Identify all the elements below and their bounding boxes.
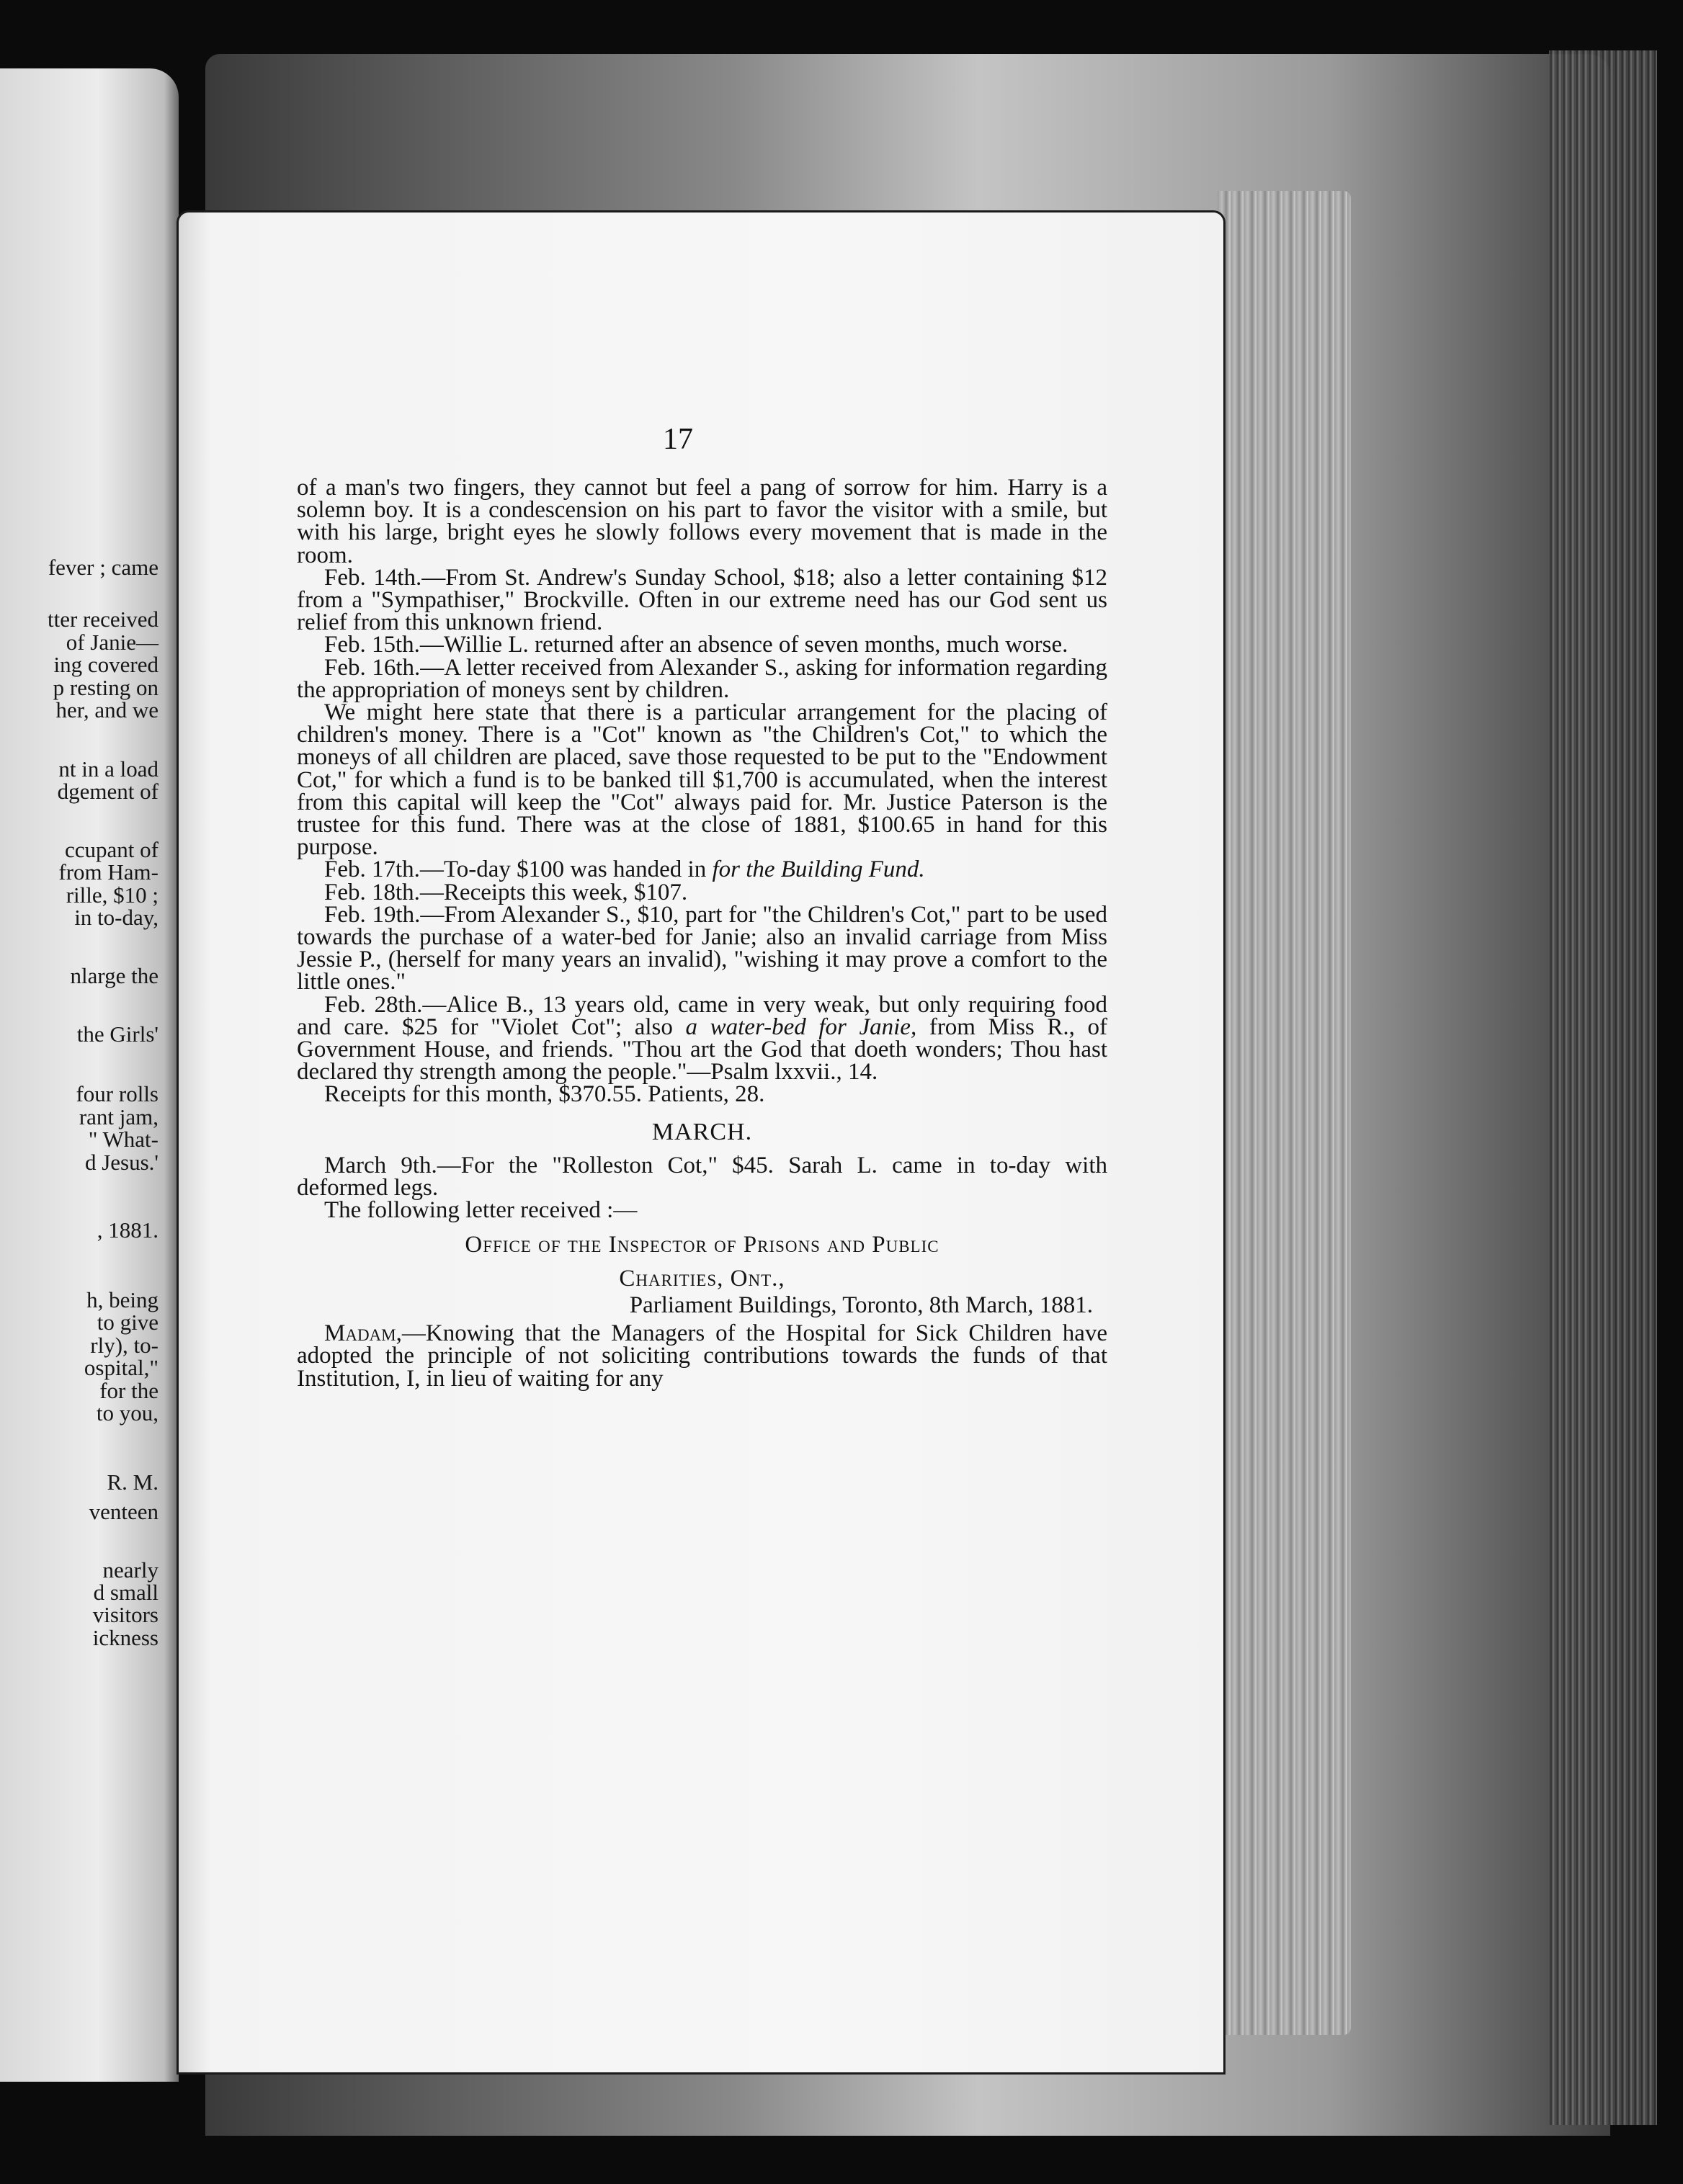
left-page-line: of Janie— [66, 630, 159, 655]
section-heading-march: MARCH. [651, 1118, 753, 1145]
left-page-line: ing covered [53, 652, 159, 677]
paragraph-feb-16: Feb. 16th.—A letter received from Alexander S., asking for information regarding the appropriation of moneys sent by children. [297, 654, 1107, 703]
left-page-line: rille, $10 ; [66, 882, 159, 908]
letter-body-text: —Knowing that the Managers of the Hospital for Sick Children have adopted the principle of not soliciting contributions towards the funds of that Institution, I, in lieu of waiting for any [297, 1320, 1107, 1392]
left-page-line: dgement of [57, 779, 159, 804]
left-page-line: in to-day, [74, 905, 159, 930]
paragraph-feb-17 [297, 856, 1107, 883]
page-number: 17 [663, 423, 693, 456]
paragraph-receipts: Receipts for this month, $370.55. Patients, 28. [324, 1081, 765, 1108]
left-page-line: for the [99, 1378, 159, 1403]
left-page-line: fever ; came [48, 555, 159, 580]
paragraph-arrangement: We might here state that there is a particular arrangement for the placing of children's money. There is a "Cot" known as "the Children's Cot," to which the moneys of all children are placed, save those requested to be put to the "Endowment Cot," for which a fund is to be banked till $1,700 is accumulated, when the interest from this capital will keep the "Cot" always paid for. Mr. Justice Paterson is the trustee for this fund. There was at the close of 1881, $100.65 in hand for this purpose. [297, 699, 1107, 861]
paragraph-feb-28 [297, 991, 1107, 1086]
left-page-line: tter received [47, 607, 159, 632]
left-page-line: , 1881. [97, 1217, 159, 1243]
paragraph-march-9: March 9th.—For the "Rolleston Cot," $45. Sarah L. came in to-day with deformed legs. [297, 1152, 1107, 1201]
letter-dateline: Parliament Buildings, Toronto, 8th March, 1881. [629, 1292, 1093, 1318]
page-body [297, 477, 1107, 1390]
left-page-line: ospital," [84, 1355, 159, 1380]
feb-17-text: Feb. 17th.—To-day $100 was handed in [324, 856, 713, 883]
paragraph-feb-18: Feb. 18th.—Receipts this week, $107. [324, 879, 688, 905]
paragraph-feb-19: Feb. 19th.—From Alexander S., $10, part for "the Children's Cot," part to be used towards the purchase of a water-bed for Janie; also an invalid carriage from Miss Jessie P., (herself for many years an invalid), "wishing it may prove a comfort to the little ones." [297, 901, 1107, 995]
left-page-line: " What- [88, 1127, 159, 1152]
left-page-line: nlarge the [70, 963, 159, 988]
book-fore-edge [1549, 50, 1657, 2125]
paragraph-letter-body [297, 1320, 1107, 1392]
letter-office-line-1: Office of the Inspector of Prisons and Public [465, 1231, 939, 1258]
left-page-line: four rolls [76, 1081, 159, 1106]
feb-28-italic: a water-bed for Janie, [685, 1013, 917, 1040]
paragraph-feb-15: Feb. 15th.—Willie L. returned after an absence of seven months, much worse. [324, 632, 1068, 658]
letter-salutation: Madam, [324, 1320, 402, 1347]
left-page-line: visitors [92, 1602, 159, 1627]
left-page-line: ccupant of [65, 837, 159, 862]
feb-17-italic: for the Building Fund. [712, 856, 925, 883]
left-page-line: rly), to- [90, 1333, 159, 1358]
left-page-line: h, being [86, 1287, 159, 1312]
left-page-line: d Jesus.' [84, 1150, 159, 1175]
left-page-line: ickness [92, 1625, 159, 1650]
left-page-line: the Girls' [76, 1021, 159, 1047]
feb-28-text-b: from Miss R., of Government House, and friends. "Thou art the God that doeth wonders; Thou hast declared thy strength among the people."—Psalm lxxvii., 14. [297, 1013, 1107, 1086]
letter-office-line-2: Charities, Ont., [619, 1265, 785, 1292]
left-page-line: from Ham- [58, 859, 159, 885]
left-page-line: her, and we [55, 697, 159, 722]
facing-page-left [0, 68, 179, 2082]
left-page-line: nearly [102, 1557, 159, 1583]
left-page-line: rant jam, [79, 1104, 159, 1129]
left-page-line: p resting on [53, 675, 159, 700]
feb-28-text-a: Feb. 28th.—Alice B., 13 years old, came in very weak, but only requiring food and care. $25 for "Violet Cot"; also [297, 991, 1107, 1040]
left-page-line: R. M. [107, 1469, 159, 1495]
left-page-line: to you, [96, 1400, 159, 1426]
paragraph-intro: of a man's two fingers, they cannot but feel a pang of sorrow for him. Harry is a solemn boy. It is a condescension on his part to favor the visitor with a smile, but with his large, bright eyes he slowly follows every movement that is made in the room. [297, 475, 1107, 568]
page-edges [1218, 191, 1351, 2035]
paragraph-following-letter: The following letter received :— [324, 1197, 638, 1224]
left-page-line: venteen [89, 1499, 159, 1524]
left-page-line: to give [97, 1310, 159, 1335]
left-page-line: d small [93, 1580, 159, 1605]
paragraph-feb-14: Feb. 14th.—From St. Andrew's Sunday School, $18; also a letter containing $12 from a "Sympathiser," Brockville. Often in our extreme need has our God sent us relief from this unknown friend. [297, 564, 1107, 636]
left-page-line: nt in a load [58, 756, 159, 782]
